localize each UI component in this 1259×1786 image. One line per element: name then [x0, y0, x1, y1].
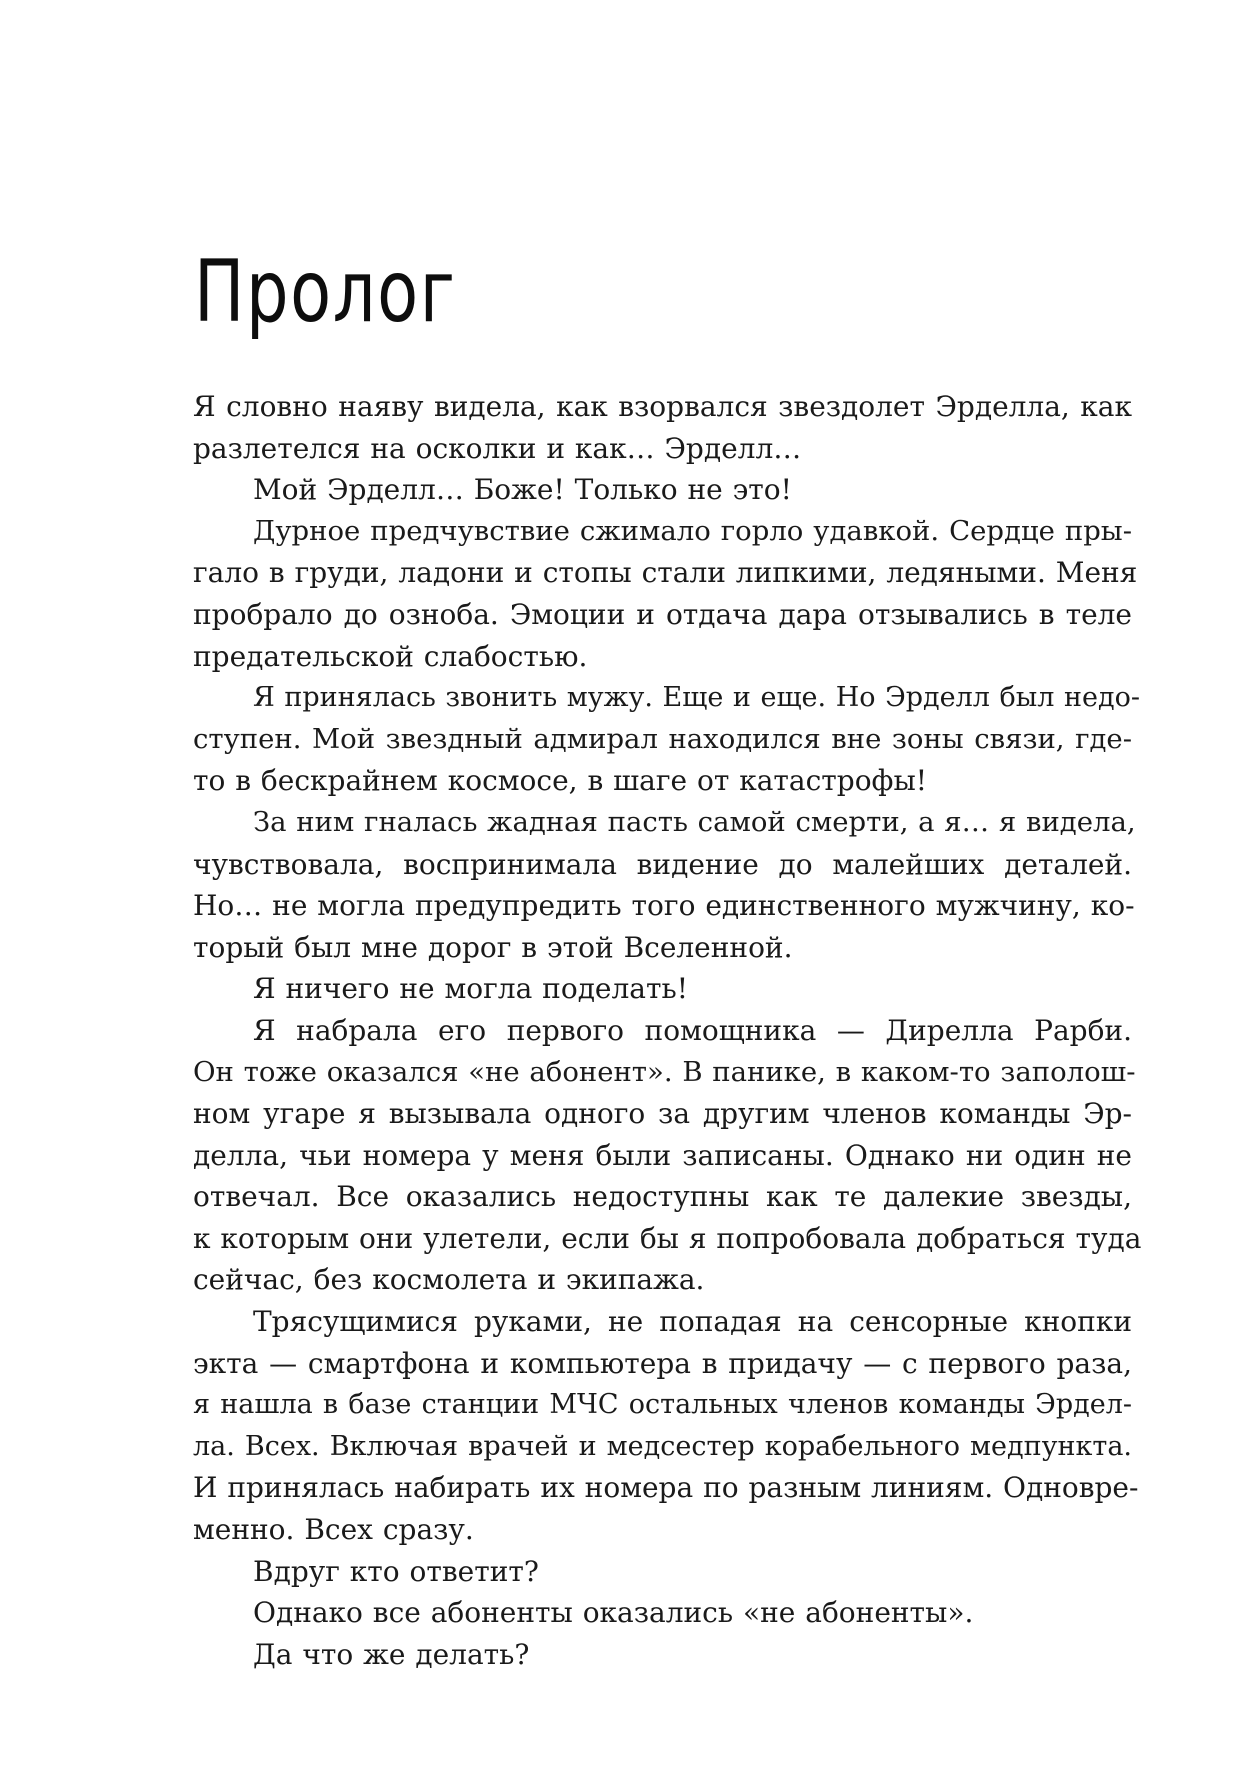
text-line: ступен. Мой звездный адмирал находился вне зоны связи, где- — [193, 722, 1132, 755]
text-line: делла, чьи номера у меня были записаны. Однако ни один не — [193, 1138, 1132, 1172]
text-line: гало в груди, ладони и стопы стали липкими, ледяными. Меня — [193, 556, 1138, 590]
chapter-body-text — [193, 386, 1142, 1675]
text-line: разлетелся на осколки и как… Эрделл… — [193, 431, 802, 465]
text-line: Вдруг кто ответит? — [253, 1554, 539, 1588]
text-line: торый был мне дорог в этой Вселенной. — [193, 930, 793, 964]
text-line: то в бескрайнем космосе, в шаге от катастрофы! — [193, 764, 928, 798]
text-line: ла. Всех. Включая врачей и медсестер корабельного медпункта. — [193, 1430, 1132, 1462]
text-line: пробрало до озноба. Эмоции и отдача дара отзывались в теле — [193, 597, 1132, 631]
text-line: Трясущимися руками, не попадая на сенсорные кнопки — [253, 1305, 1132, 1339]
text-line: отвечал. Все оказались недоступны как те далекие звезды, — [193, 1180, 1132, 1214]
text-line: Я ничего не могла поделать! — [253, 972, 688, 1006]
text-line: Но… не могла предупредить того единственного мужчину, ко- — [193, 889, 1135, 923]
text-line: чувствовала, воспринимала видение до малейших деталей. — [193, 847, 1132, 881]
text-line: Я набрала его первого помощника — Дирелла Рарби. — [253, 1013, 1132, 1047]
text-line: За ним гналась жадная пасть самой смерти, а я… я видела, — [253, 805, 1136, 838]
text-line: ном угаре я вызывала одного за другим членов команды Эр- — [193, 1097, 1132, 1131]
text-line: Однако все абоненты оказались «не абоненты». — [253, 1596, 974, 1630]
text-line: Я принялась звонить мужу. Еще и еще. Но Эрделл был недо- — [253, 682, 1140, 714]
text-line: Мой Эрделл… Боже! Только не это! — [253, 473, 792, 507]
text-line: предательской слабостью. — [193, 639, 588, 673]
text-line: Да что же делать? — [253, 1637, 530, 1671]
text-line: к которым они улетели, если бы я попробовала добраться туда — [193, 1221, 1142, 1255]
text-line: Я словно наяву видела, как взорвался звездолет Эрделла, как — [193, 390, 1132, 423]
text-line: менно. Всех сразу. — [193, 1513, 474, 1547]
text-line: сейчас, без космолета и экипажа. — [193, 1263, 705, 1297]
text-line: Он тоже оказался «не абонент». В панике, в каком-то заполош- — [193, 1055, 1136, 1088]
text-line: И принялась набирать их номера по разным линиям. Одновре- — [193, 1471, 1139, 1505]
text-line: Дурное предчувствие сжимало горло удавкой. Сердце пры- — [253, 514, 1132, 547]
chapter-title: Пролог — [194, 242, 457, 342]
text-line: экта — смартфона и компьютера в придачу — с первого раза, — [193, 1346, 1132, 1380]
text-line: я нашла в базе станции МЧС остальных членов команды Эрдел- — [193, 1389, 1132, 1421]
